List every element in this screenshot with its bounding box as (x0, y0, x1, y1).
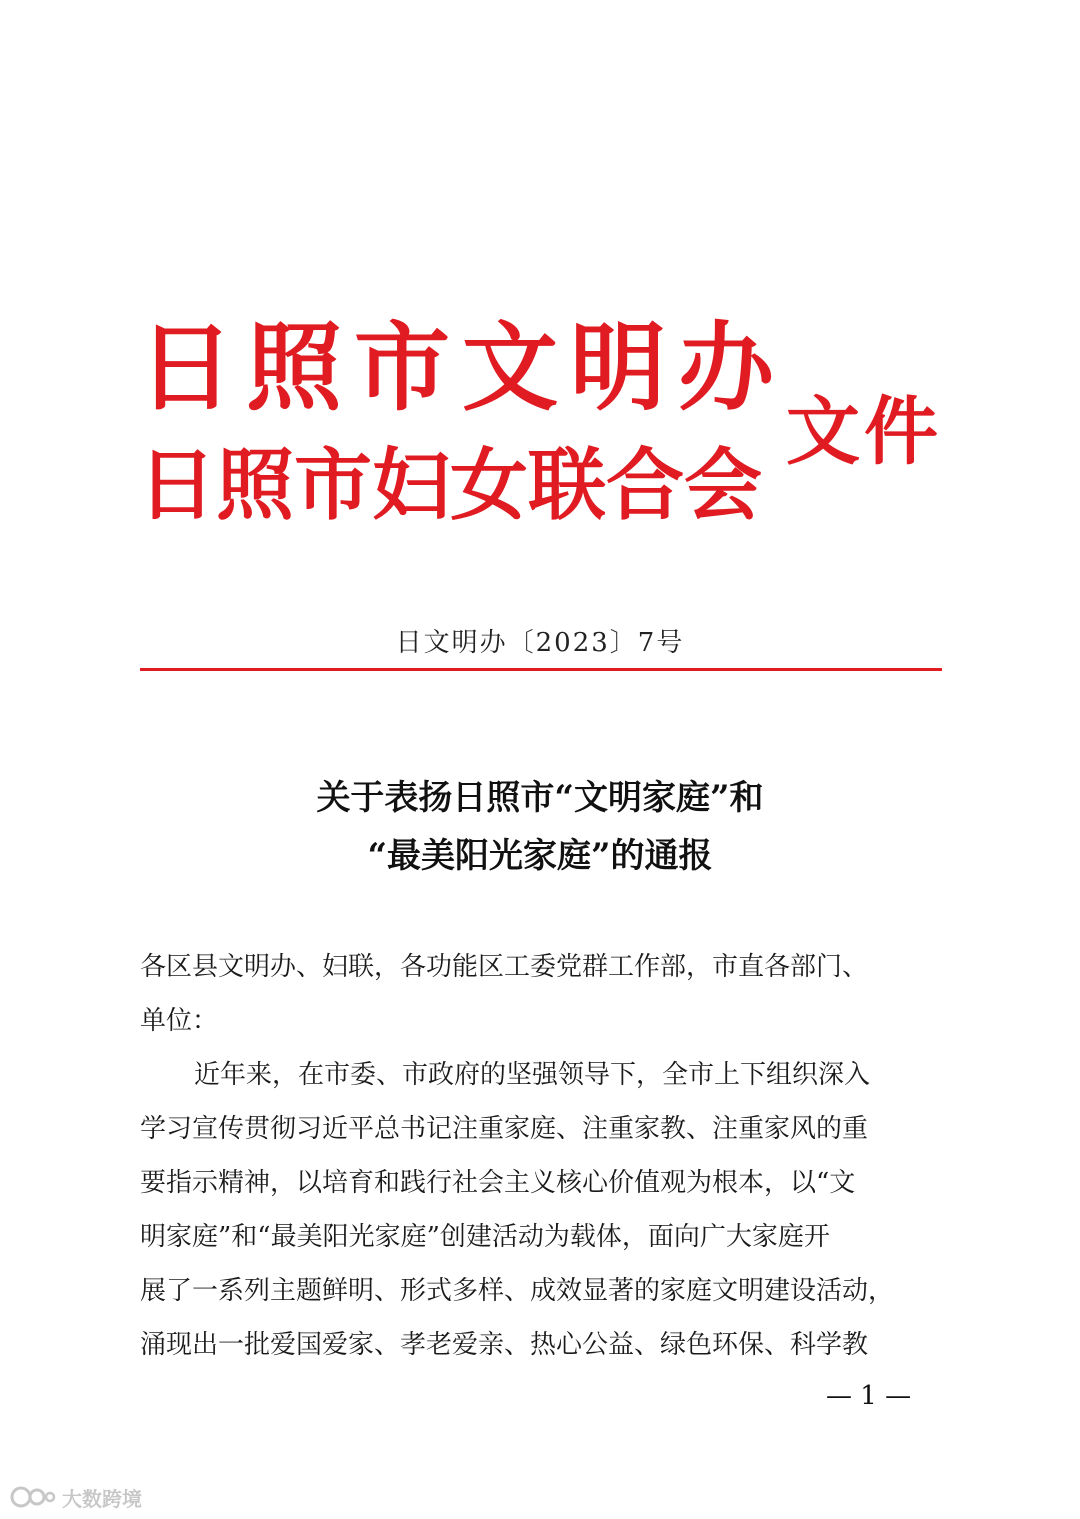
red-header (138, 312, 968, 548)
watermark (10, 1482, 142, 1512)
title-line-1: 关于表扬日照市“文明家庭”和 (316, 778, 764, 818)
body-line: 要指示精神，以培育和践行社会主义核心价值观为根本，以“文 (140, 1168, 856, 1198)
body-line: 展了一系列主题鲜明、形式多样、成效显著的家庭文明建设活动， (140, 1276, 895, 1306)
red-divider (140, 668, 942, 671)
issuer-line-2: 日照市妇女联合会 (138, 441, 763, 531)
body-text (140, 940, 940, 1372)
document-word: 文件 (786, 389, 942, 475)
body-line: 近年来，在市委、市政府的坚强领导下，全市上下组织深入 (194, 1060, 871, 1090)
document-number: 日文明办〔2023〕7号 (395, 628, 685, 658)
body-line: 学习宣传贯彻习近平总书记注重家庭、注重家教、注重家风的重 (140, 1114, 869, 1144)
body-line: 各区县文明办、妇联，各功能区工委党群工作部，市直各部门、 (140, 952, 869, 982)
watermark-logo-icon (10, 1484, 56, 1510)
body-line: 涌现出一批爱国爱家、孝老爱亲、热心公益、绿色环保、科学教 (140, 1330, 869, 1360)
watermark-text: 大数跨境 (62, 1486, 142, 1511)
page-number: — 1 — (826, 1381, 912, 1411)
body-line: 单位： (140, 1006, 219, 1036)
title-line-2: “最美阳光家庭”的通报 (367, 836, 713, 876)
issuer-line-1: 日照市文明办 (138, 312, 786, 424)
body-line: 明家庭”和“最美阳光家庭”创建活动为载体，面向广大家庭开 (140, 1222, 830, 1252)
